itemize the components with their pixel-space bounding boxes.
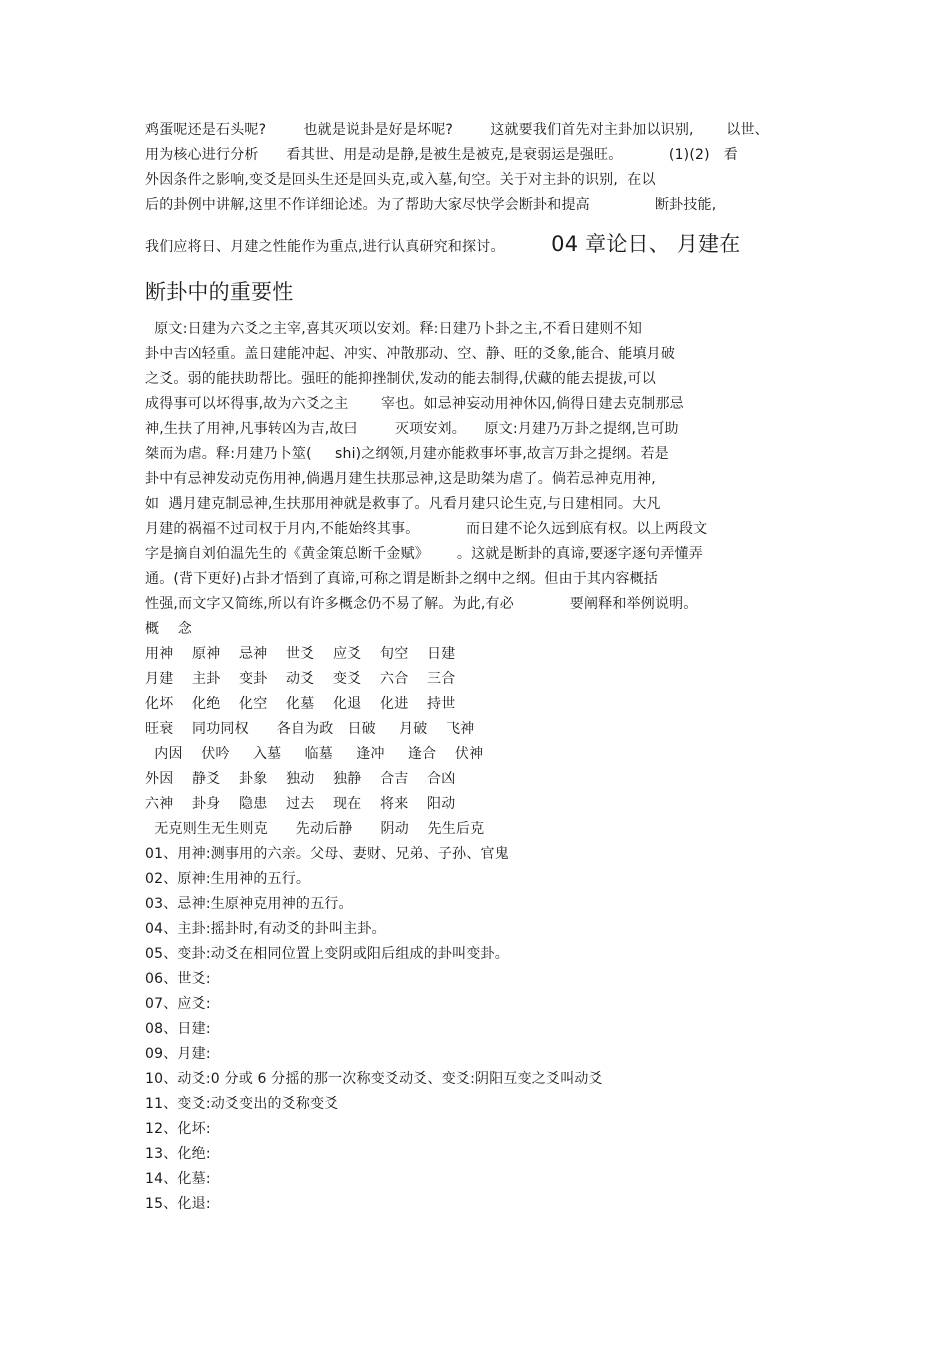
- definition-06: 06、世爻:: [145, 971, 211, 987]
- body-line-8: 如 遇月建克制忌神,生扶那用神就是救事了。凡看月建只论生克,与日建相同。大凡: [145, 496, 661, 512]
- definition-04: 04、主卦:摇卦时,有动爻的卦叫主卦。: [145, 921, 386, 937]
- chapter-heading-part1: 04 章论日、 月建在: [551, 232, 741, 256]
- definition-13: 13、化绝:: [145, 1146, 211, 1162]
- concept-row-4: 旺衰 同功同权 各自为政 日破 月破 飞神: [145, 721, 475, 737]
- concept-row-3: 化坏 化绝 化空 化墓 化退 化进 持世: [145, 696, 456, 712]
- concept-row-5: 内因 伏吟 入墓 临墓 逢冲 逢合 伏神: [145, 746, 484, 762]
- intro-line-1: 鸡蛋呢还是石头呢? 也就是说卦是好是坏呢? 这就要我们首先对主卦加以识别, 以世、: [145, 122, 769, 138]
- definition-11: 11、变爻:动爻变出的爻称变爻: [145, 1096, 339, 1112]
- definition-02: 02、原神:生用神的五行。: [145, 871, 311, 887]
- body-line-12: 性强,而文字又简练,所以有许多概念仍不易了解。为此,有必 要阐释和举例说明。: [145, 596, 698, 612]
- intro-line-3: 外因条件之影响,变爻是回头生还是回头克,或入墓,旬空。关于对主卦的识别, 在以: [145, 172, 656, 188]
- definition-07: 07、应爻:: [145, 996, 211, 1012]
- concept-row-2: 月建 主卦 变卦 动爻 变爻 六合 三合: [145, 671, 456, 687]
- concept-row-6: 外因 静爻 卦象 独动 独静 合吉 合凶: [145, 771, 456, 787]
- body-line-7: 卦中有忌神发动克伤用神,倘遇月建生扶那忌神,这是助桀为虐了。倘若忌神克用神,: [145, 471, 656, 487]
- chapter-heading-part2: 断卦中的重要性: [145, 280, 294, 304]
- definition-12: 12、化坏:: [145, 1121, 211, 1137]
- concept-row-1: 用神 原神 忌神 世爻 应爻 旬空 日建: [145, 646, 456, 662]
- definition-14: 14、化墓:: [145, 1171, 211, 1187]
- definition-03: 03、忌神:生原神克用神的五行。: [145, 896, 353, 912]
- concepts-title: 概 念: [145, 621, 193, 637]
- definition-10: 10、动爻:0 分或 6 分摇的那一次称变爻动爻、变爻:阴阳互变之爻叫动爻: [145, 1071, 603, 1087]
- definition-08: 08、日建:: [145, 1021, 211, 1037]
- concept-row-8: 无克则生无生则克 先动后静 阴动 先生后克: [145, 821, 485, 837]
- intro-line-5: [145, 231, 740, 257]
- body-line-10: 字是摘自刘伯温先生的《黄金策总断千金赋》 。这就是断卦的真谛,要逐字逐句弄懂弄: [145, 546, 703, 562]
- body-line-6: 桀而为虐。释:月建乃卜筮( shi)之纲领,月建亦能救事坏事,故言万卦之提纲。若是: [145, 446, 669, 462]
- intro-line-4: 后的卦例中讲解,这里不作详细论述。为了帮助大家尽快学会断卦和提高 断卦技能,: [145, 197, 717, 213]
- definition-05: 05、变卦:动爻在相同位置上变阴或阳后组成的卦叫变卦。: [145, 946, 509, 962]
- intro-line-5-text: 我们应将日、月建之性能作为重点,进行认真研究和探讨。: [145, 239, 552, 255]
- body-line-3: 之爻。弱的能扶助帮比。强旺的能抑挫制伏,发动的能去制得,伏藏的能去提拔,可以: [145, 371, 656, 387]
- body-line-2: 卦中吉凶轻重。盖日建能冲起、冲实、冲散那动、空、静、旺的爻象,能合、能填月破: [145, 346, 676, 362]
- definition-15: 15、化退:: [145, 1196, 211, 1212]
- concept-row-7: 六神 卦身 隐患 过去 现在 将来 阳动: [145, 796, 456, 812]
- body-line-9: 月建的祸福不过司权于月内,不能始终其事。 而日建不论久远到底有权。以上两段文: [145, 521, 708, 537]
- body-line-5: 神,生扶了用神,凡事转凶为吉,故曰 灭项安刘。 原文:月建乃万卦之提纲,岂可助: [145, 421, 679, 437]
- body-line-1: 原文:日建为六爻之主宰,喜其灭项以安刘。释:日建乃卜卦之主,不看日建则不知: [145, 321, 643, 337]
- intro-line-2: 用为核心进行分析 看其世、用是动是静,是被生是被克,是衰弱运是强旺。 (1)(2) 看: [145, 147, 738, 163]
- body-line-4: 成得事可以坏得事,故为六爻之主 宰也。如忌神妄动用神休囚,倘得日建去克制那忌: [145, 396, 684, 412]
- body-line-11: 通。(背下更好)占卦才悟到了真谛,可称之谓是断卦之纲中之纲。但由于其内容概括: [145, 571, 658, 587]
- definition-01: 01、用神:测事用的六亲。父母、妻财、兄弟、子孙、官鬼: [145, 846, 509, 862]
- definition-09: 09、月建:: [145, 1046, 211, 1062]
